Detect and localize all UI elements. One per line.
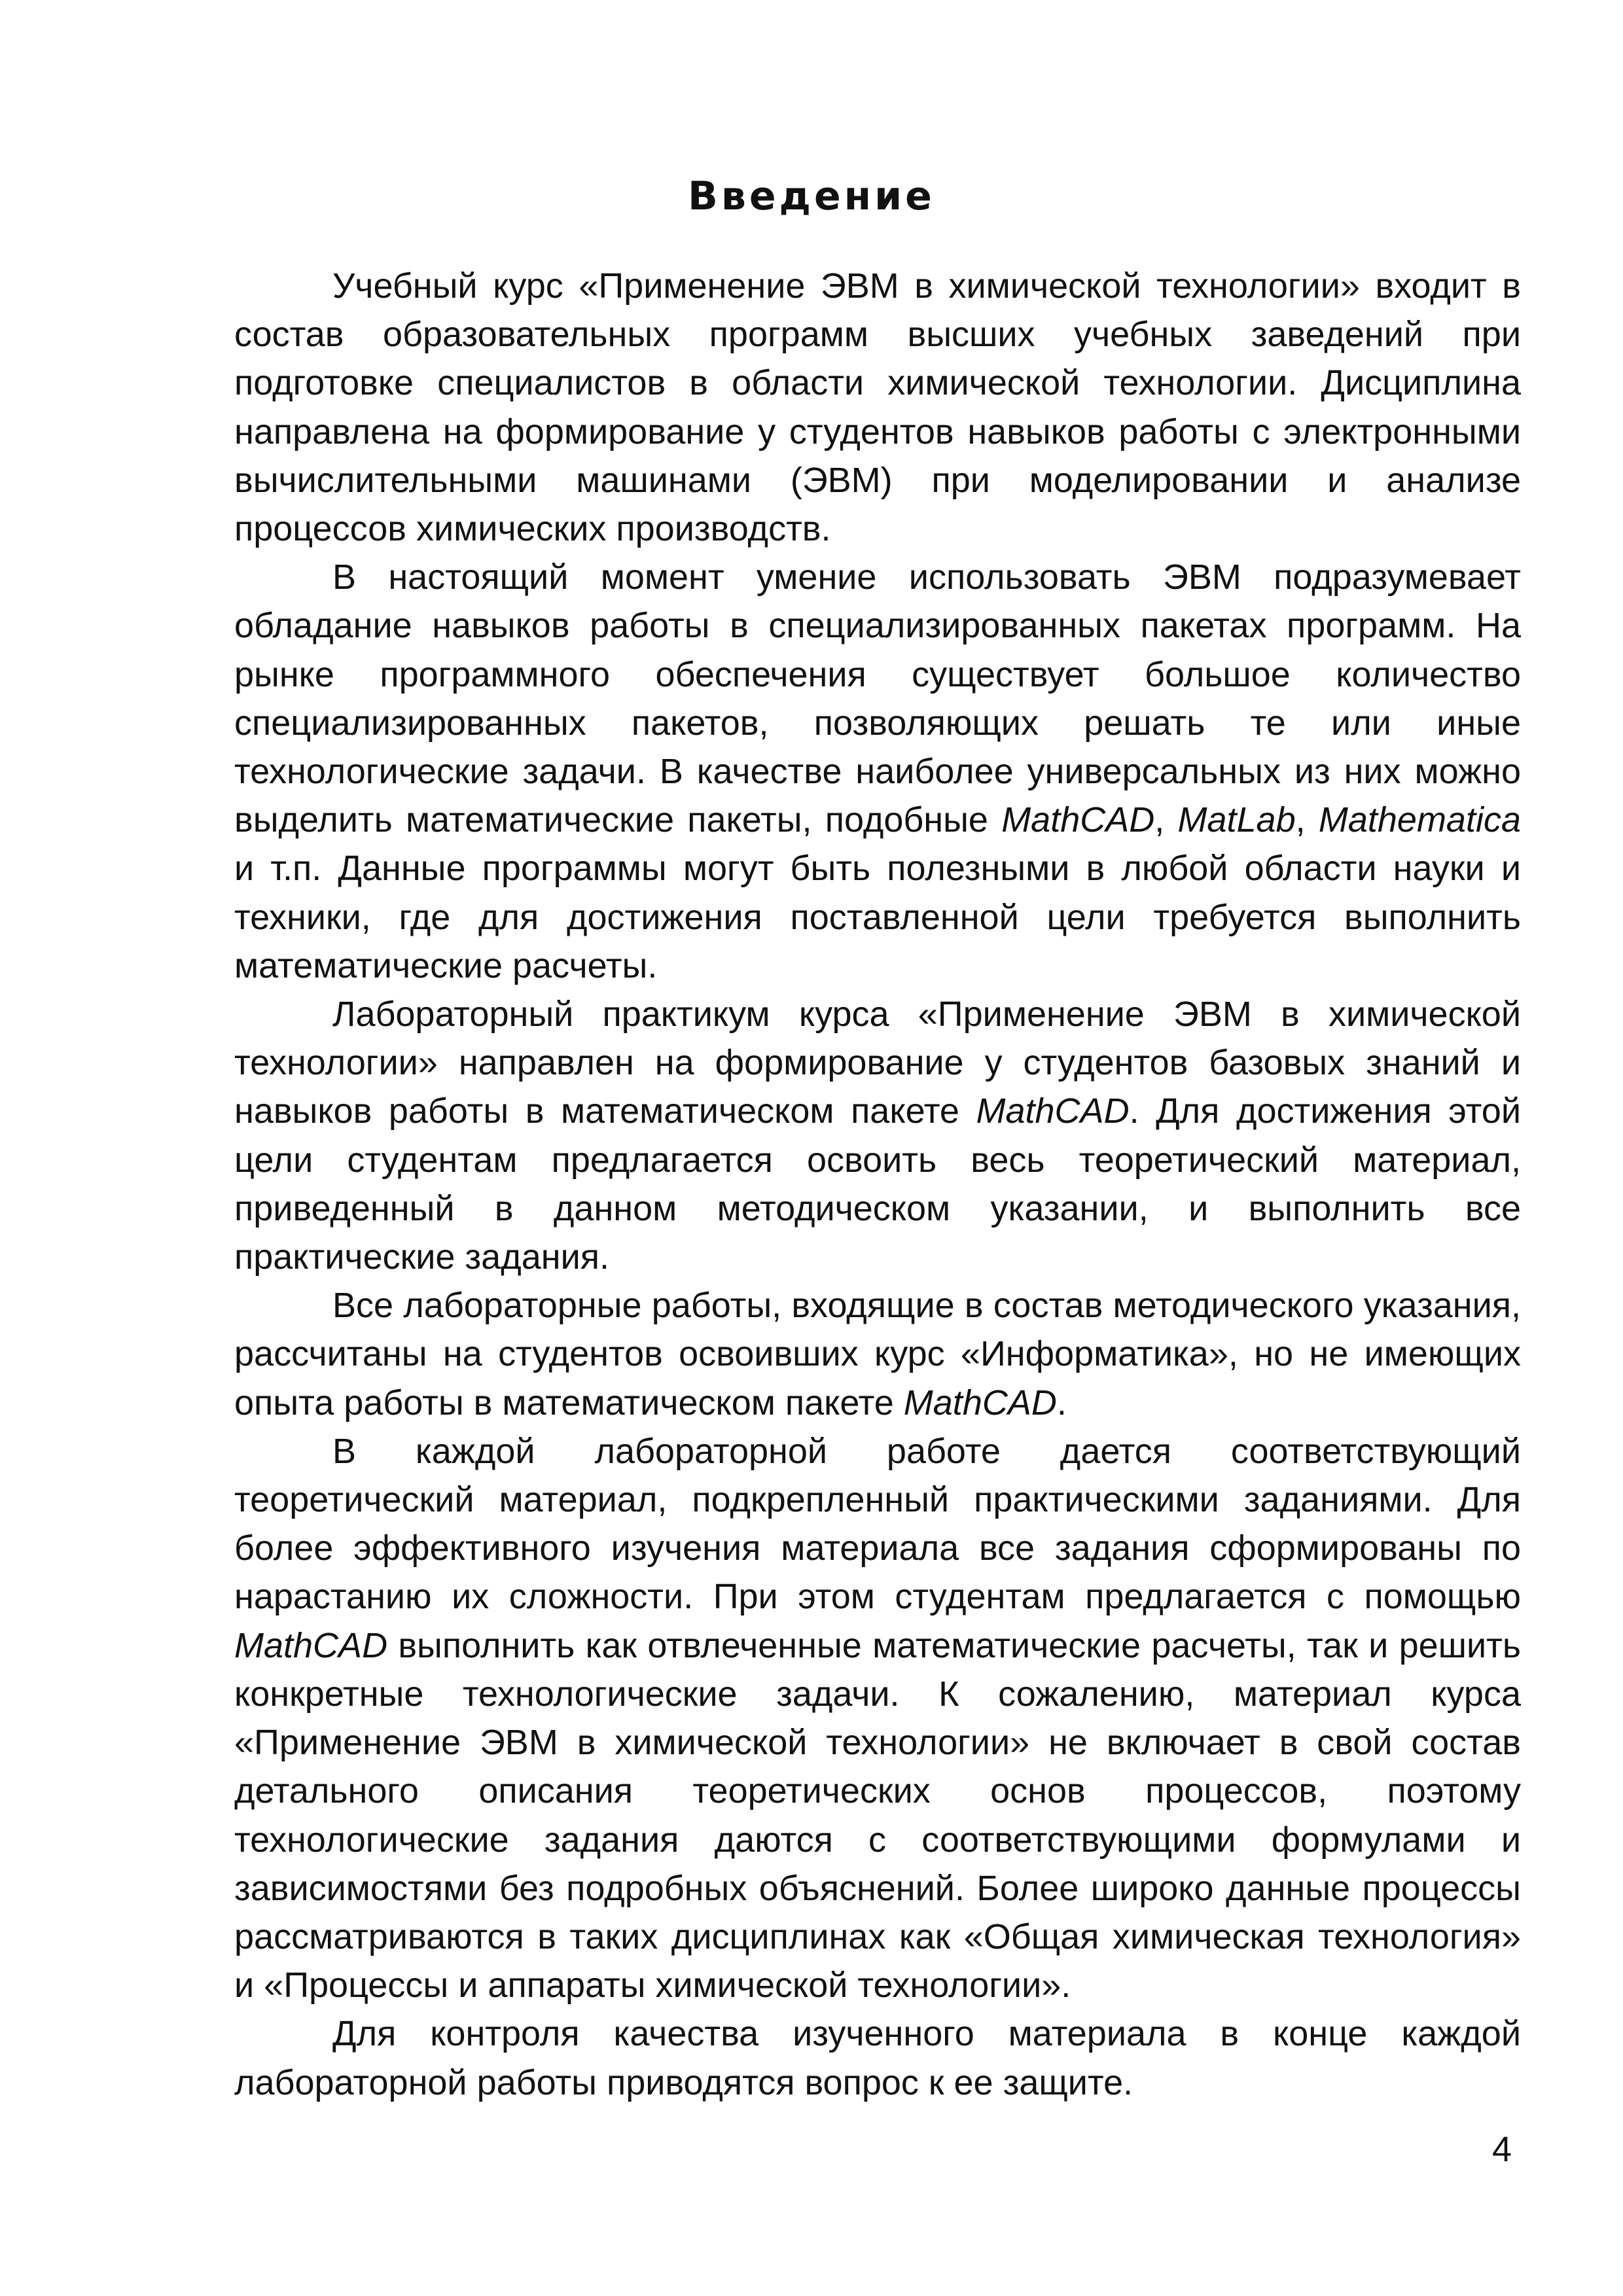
paragraph-text: ,: [1154, 800, 1178, 840]
paragraph-2: [234, 553, 1521, 990]
software-name-mathcad: MathCAD: [976, 1091, 1130, 1131]
paragraph-1: [234, 262, 1521, 553]
page-number: 4: [1491, 2130, 1512, 2169]
paragraph-text: . Для достижения этой цели студентам предлагается освоить весь теоретический материал, приведенный в данном методическом указании, и выполнить все практические задания.: [234, 1091, 1521, 1277]
paragraph-text: Лабораторный практикум курса «Применение ЭВМ в химической технологии» направлен на формирование у студентов базовых знаний и навыков работы в математическом пакете: [234, 995, 1521, 1131]
paragraph-text: Учебный курс «Применение ЭВМ в химической технологии» входит в состав образовательных программ высших учебных заведений при подготовке специалистов в области химической технологии. Дисциплина направлена на формирование у студентов навыков работы с электронными вычислительными машинами (ЭВМ) при моделировании и анализе процессов химических производств.: [234, 266, 1521, 549]
paragraph-4: [234, 1281, 1521, 1427]
paragraph-text: Все лабораторные работы, входящие в состав методического указания, рассчитаны на студентов освоивших курс «Информатика», но не имеющих опыта работы в математическом пакете: [234, 1286, 1521, 1422]
software-name-mathcad: MathCAD: [1001, 800, 1155, 840]
paragraph-text: .: [1056, 1383, 1067, 1422]
paragraph-text: и т.п. Данные программы могут быть полезными в любой области науки и техники, где для достижения поставленной цели требуется выполнить математические расчеты.: [234, 849, 1521, 985]
software-name-matlab: MatLab: [1177, 800, 1296, 840]
paragraph-6: [234, 2009, 1521, 2106]
paragraph-text: ,: [1295, 800, 1319, 840]
paragraph-3: [234, 990, 1521, 1281]
software-name-mathcad: MathCAD: [903, 1383, 1057, 1422]
paragraph-text: Для контроля качества изученного материала в конце каждой лабораторной работы приводятся вопрос к ее защите.: [234, 2014, 1521, 2102]
software-name-mathematica: Mathematica: [1318, 800, 1521, 840]
paragraph-text: выполнить как отвлеченные математические расчеты, так и решить конкретные технологические задачи. К сожалению, материал курса «Применение ЭВМ в химической технологии» не включает в свой состав детального описания теоретических основ процессов, поэтому технологические задания даются с соответствующими формулами и зависимостями без подробных объяснений. Более широко данные процессы рассматриваются в таких дисциплинах как «Общая химическая технология» и «Процессы и аппараты химической технологии».: [234, 1625, 1521, 2005]
page-title: Введение: [688, 173, 935, 219]
body-text: [234, 262, 1521, 2107]
paragraph-text: В настоящий момент умение использовать ЭВМ подразумевает обладание навыков работы в специализированных пакетах программ. На рынке программного обеспечения существует большое количество специализированных пакетов, позволяющих решать те или иные технологические задачи. В качестве наиболее универсальных из них можно выделить математические пакеты, подобные: [234, 557, 1521, 840]
paragraph-5: [234, 1427, 1521, 2009]
paragraph-text: В каждой лабораторной работе дается соответствующий теоретический материал, подкрепленный практическими заданиями. Для более эффективного изучения материала все задания сформированы по нарастанию их сложности. При этом студентам предлагается с помощью: [234, 1431, 1521, 1617]
software-name-mathcad: MathCAD: [234, 1625, 388, 1665]
